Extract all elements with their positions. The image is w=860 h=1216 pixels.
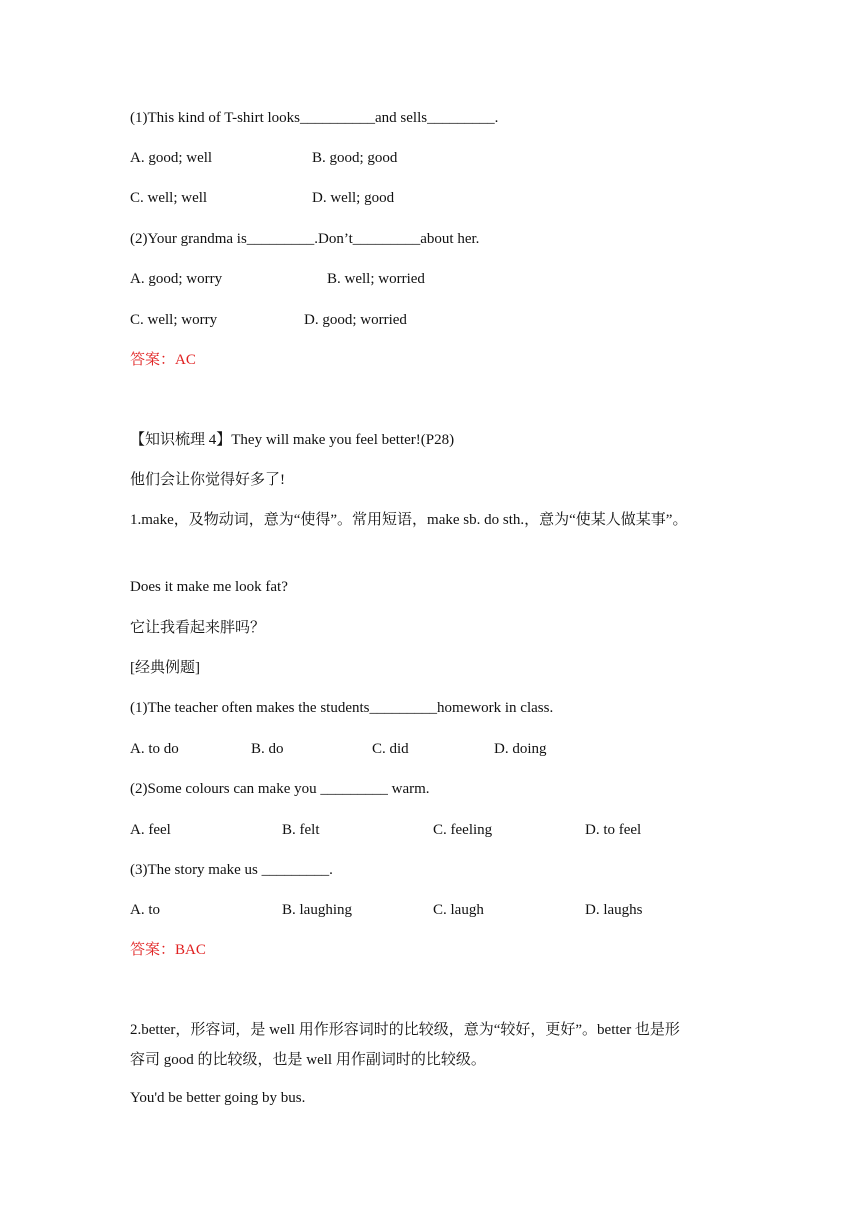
options-row xyxy=(130,739,690,759)
heading-translation: 他们会让你觉得好多了! xyxy=(130,472,285,488)
point-make: 1.make，及物动词，意为“使得”。常用短语，make sb. do sth.，意为“使某人做某事”。 xyxy=(130,512,688,528)
option-a: A. good; well xyxy=(130,150,213,166)
question-1: (1)The teacher often makes the students_________homework in class. xyxy=(130,700,554,716)
option-a: A. to xyxy=(130,902,160,918)
option-c: C. laugh xyxy=(433,902,484,918)
option-c: C. well; worry xyxy=(130,312,218,328)
options-row xyxy=(130,820,690,840)
example-chinese: 它让我看起来胖吗？ xyxy=(130,620,266,636)
option-c: C. did xyxy=(372,741,409,757)
option-d: D. to feel xyxy=(585,822,642,838)
options-row xyxy=(130,188,530,208)
section-heading: 【知识梳理 4】They will make you feel better!(P28) xyxy=(130,432,455,448)
option-d: D. doing xyxy=(494,741,547,757)
options-row xyxy=(130,269,530,289)
option-d: D. good; worried xyxy=(304,312,407,328)
question-2: (2)Some colours can make you _________ warm. xyxy=(130,781,430,797)
option-b: B. do xyxy=(251,741,284,757)
answer-text: 答案：AC xyxy=(130,352,196,368)
option-b: B. good; good xyxy=(312,150,398,166)
option-a: A. feel xyxy=(130,822,171,838)
example-english: Does it make me look fat? xyxy=(130,579,288,595)
option-b: B. laughing xyxy=(282,902,352,918)
option-a: A. to do xyxy=(130,741,179,757)
option-c: C. feeling xyxy=(433,822,493,838)
options-row xyxy=(130,148,530,168)
option-d: D. well; good xyxy=(312,190,395,206)
answer-text: 答案：BAC xyxy=(130,942,206,958)
point-better: 2.better，形容词，是 well 用作形容词时的比较级，意为“较好，更好”。better 也是形容司 good 的比较级，也是 well 用作副词时的比较级。 xyxy=(130,1022,680,1068)
example-english: You'd be better going by bus. xyxy=(130,1090,306,1106)
option-b: B. felt xyxy=(282,822,320,838)
question-3: (3)The story make us _________. xyxy=(130,862,333,878)
option-c: C. well; well xyxy=(130,190,208,206)
options-row xyxy=(130,900,690,920)
options-row xyxy=(130,310,530,330)
classic-examples-label: [经典例题] xyxy=(130,660,200,676)
question-2: (2)Your grandma is_________.Don’t_________about her. xyxy=(130,231,480,247)
question-1: (1)This kind of T-shirt looks__________and sells_________. xyxy=(130,110,499,126)
option-d: D. laughs xyxy=(585,902,643,918)
option-b: B. well; worried xyxy=(327,271,425,287)
option-a: A. good; worry xyxy=(130,271,223,287)
